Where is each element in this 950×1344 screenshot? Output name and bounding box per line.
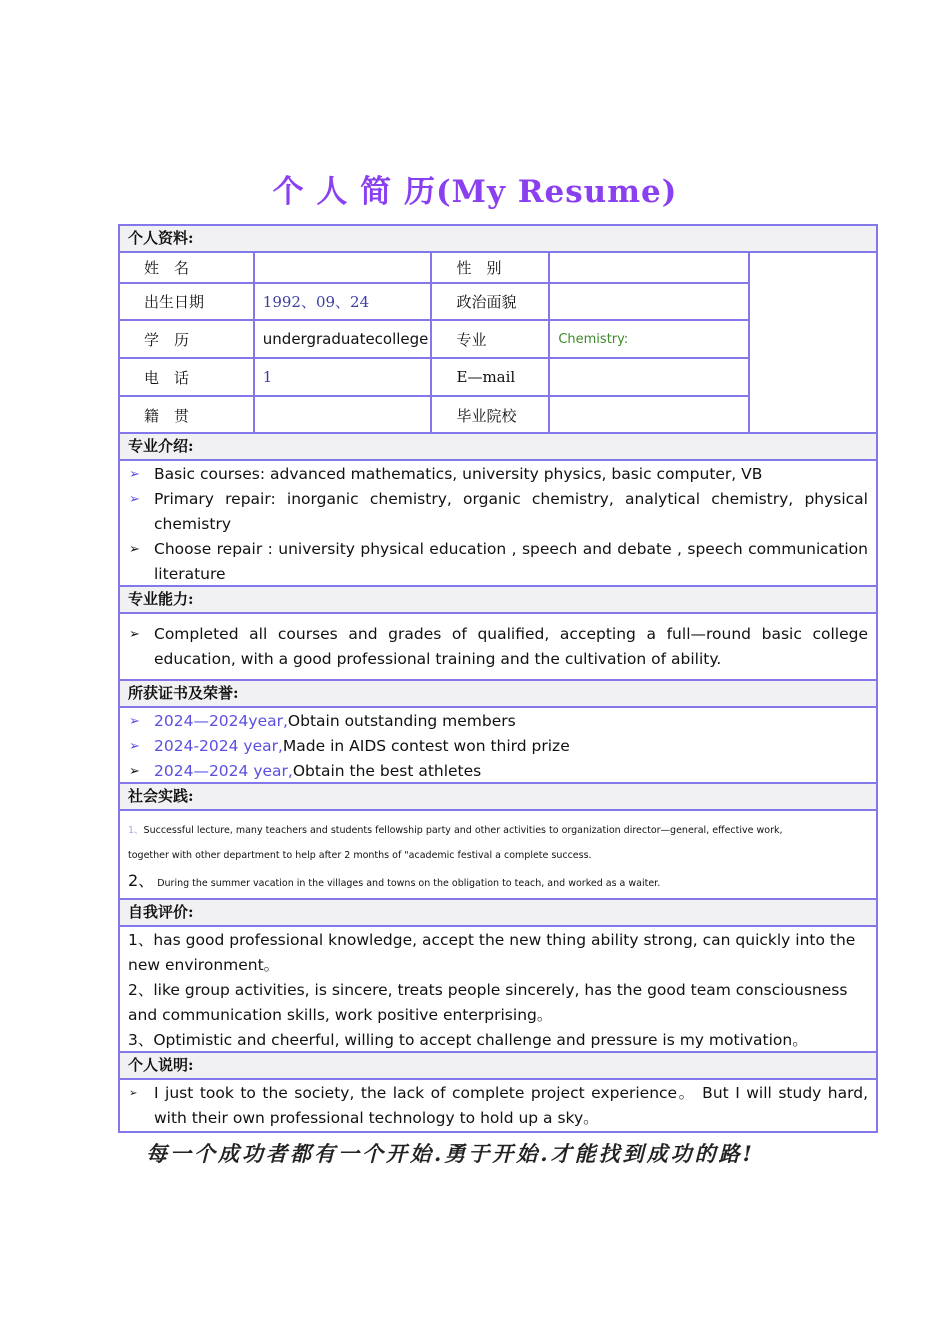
practice-item: 1、Successful lecture, many teachers and students fellowship party and other activities to organization director—general, effective work, [128, 825, 783, 836]
self-item: 3、Optimistic and cheerful, willing to accept challenge and pressure is my motivation。 [128, 1031, 808, 1049]
school-label: 毕业院校 [432, 397, 551, 434]
phone-value: 1 [255, 359, 432, 395]
arrow-bullet-icon: ➢ [129, 714, 140, 729]
name-value [255, 253, 432, 282]
self-item: 1、has good professional knowledge, accept the new thing ability strong, can quickly into the new environment。 [128, 931, 856, 974]
resume-table [118, 224, 878, 1133]
personal-info [120, 253, 876, 434]
origin-value [255, 397, 432, 434]
practice-content [120, 811, 876, 900]
practice-item-cont: together with other department to help after 2 months of "academic festival a complete success. [128, 850, 592, 861]
section-header-self: 自我评价: [120, 900, 876, 927]
email-value [550, 359, 750, 395]
birth-label: 出生日期 [120, 284, 255, 319]
education-value: undergraduatecollege [255, 321, 432, 357]
practice-item: 2、 During the summer vacation in the villages and towns on the obligation to teach, and worked as a waiter. [128, 871, 661, 890]
arrow-bullet-icon: ➢ [129, 1088, 138, 1099]
name-label: 姓 名 [120, 253, 255, 282]
section-header-intro: 专业介绍: [120, 434, 876, 461]
arrow-bullet-icon: ➢ [129, 542, 140, 557]
birth-value: 1992、09、24 [255, 284, 432, 319]
self-evaluation [120, 927, 876, 1053]
list-item: ➢ I just took to the society, the lack of complete project experience。 But I will study hard, with their own professional technology to hold up a sky。 [120, 1081, 876, 1131]
self-item: 2、like group activities, is sincere, treats people sincerely, has the good team consciousness and communication skills, work positive enterprising。 [128, 981, 848, 1024]
politics-label: 政治面貌 [432, 284, 551, 319]
awards-list [120, 708, 876, 784]
arrow-bullet-icon: ➢ [129, 492, 140, 507]
list-item: ➢ 2024—2024year,Obtain outstanding members [120, 709, 876, 734]
section-header-awards: 所获证书及荣誉: [120, 681, 876, 708]
list-item: ➢ Basic courses: advanced mathematics, university physics, basic computer, VB [120, 462, 876, 487]
phone-label: 电 话 [120, 359, 255, 395]
origin-label: 籍 贯 [120, 397, 255, 434]
gender-value [550, 253, 750, 282]
arrow-bullet-icon: ➢ [129, 764, 140, 779]
ability-list [120, 614, 876, 681]
arrow-bullet-icon: ➢ [129, 467, 140, 482]
personal-note [120, 1080, 876, 1133]
list-item: ➢ 2024-2024 year,Made in AIDS contest won third prize [120, 734, 876, 759]
intro-list [120, 461, 876, 587]
school-value [550, 397, 750, 434]
politics-value [550, 284, 750, 319]
section-header-ability: 专业能力: [120, 587, 876, 614]
education-label: 学 历 [120, 321, 255, 357]
list-item: ➢ Primary repair: inorganic chemistry, organic chemistry, analytical chemistry, physical chemistry [120, 487, 876, 537]
list-item: ➢ Completed all courses and grades of qualified, accepting a full—round basic college education, with a good professional training and the cultivation of ability. [120, 622, 876, 672]
slogan: 每一个成功者都有一个开始.勇于开始.才能找到成功的路! [146, 1141, 755, 1166]
gender-label: 性 别 [432, 253, 551, 282]
photo-area [750, 253, 876, 434]
section-header-note: 个人说明: [120, 1053, 876, 1080]
section-header-personal: 个人资料: [120, 226, 876, 253]
section-header-practice: 社会实践: [120, 784, 876, 811]
arrow-bullet-icon: ➢ [129, 739, 140, 754]
list-item: ➢ Choose repair : university physical education , speech and debate , speech communication literature [120, 537, 876, 587]
major-label: 专业 [432, 321, 551, 357]
email-label: E—mail [432, 359, 551, 395]
arrow-bullet-icon: ➢ [129, 627, 140, 642]
list-item: ➢ 2024—2024 year,Obtain the best athletes [120, 759, 876, 784]
page-title: 个 人 简 历(My Resume) [272, 174, 678, 210]
major-value: Chemistry: [550, 321, 750, 357]
